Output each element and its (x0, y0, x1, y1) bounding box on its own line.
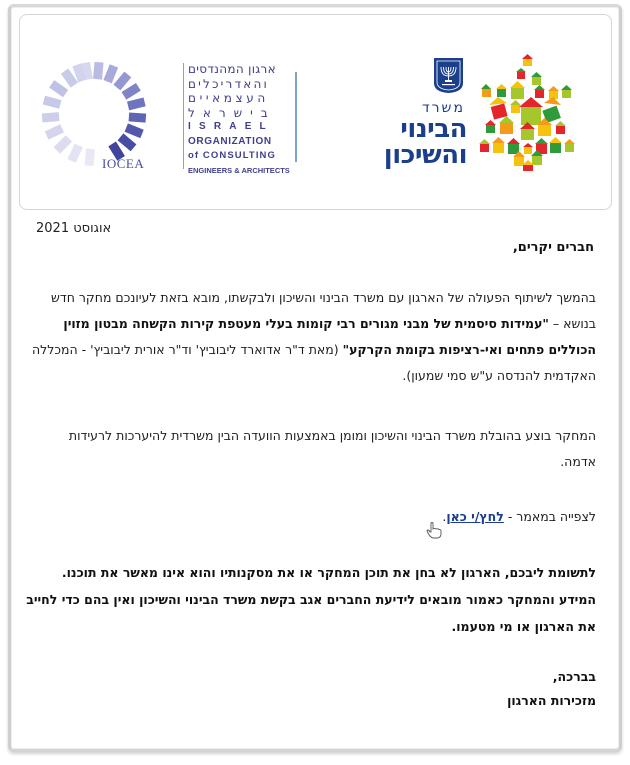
iocea-en-line-4: ENGINEERS & ARCHITECTS (188, 165, 290, 175)
view-article-link[interactable]: לחץ/י כאן (446, 509, 504, 524)
ministry-name (362, 101, 467, 168)
houses-star-logo-icon (478, 53, 576, 171)
ministry-title-line-2: והשיכון (383, 140, 467, 170)
iocea-he-line-4: בישראל (188, 105, 276, 120)
view-article-line (442, 509, 596, 524)
iocea-en-line-1: ISRAEL (188, 121, 274, 132)
signoff (507, 665, 596, 713)
iocea-he-line-2: והאדריכלים (188, 76, 269, 91)
greeting: חברים יקרים, (512, 240, 594, 255)
iocea-en-line-2: ORGANIZATION (188, 135, 272, 147)
iocea-ring-icon (40, 60, 148, 168)
link-period: . (442, 509, 447, 524)
paragraph-funding: המחקר בוצע בהובלת משרד הבינוי והשיכון ומומן באמצעות הוועדה הבין משרדית להיערכות לרעידות אדמה. (68, 428, 596, 469)
logo-divider (295, 72, 297, 162)
letter-date: אוגוסט 2021 (36, 221, 112, 236)
intro-text: בהמשך לשיתוף הפעולה של הארגון עם משרד הבינוי והשיכון ולבקשתו, מובא בזאת לעיונכם מחקר חדש בנושא – (51, 290, 596, 331)
iocea-logo (40, 60, 290, 175)
paragraph-intro (30, 285, 596, 389)
iocea-en-line-3: of CONSULTING (188, 150, 277, 161)
closing: בברכה, (552, 669, 596, 684)
iocea-org-name (188, 62, 290, 178)
ministry-title-line-1: הבינוי (400, 114, 467, 144)
state-emblem-icon (433, 57, 464, 94)
research-title: "עמידות סיסמית של מבני מגורים רבי קומות בעלי מעטפת קירות הקשחה מבטון מזוין הכוללים פתחים ואי-רציפות בקומת הקרקע" (63, 316, 596, 357)
iocea-divider (183, 63, 184, 169)
research-authors: (מאת ד"ר אדוארד ליבוביץ' וד"ר אורית ליבוביץ' - המכללה האקדמית להנדסה ע"ש סמי שמעון). (32, 342, 596, 383)
iocea-he-line-1: ארגון המהנדסים (188, 62, 276, 76)
iocea-he-line-3: העצמאיים (188, 91, 269, 105)
ministry-small-title: משרד (422, 100, 465, 116)
hand-pointer-icon (425, 521, 443, 539)
disclaimer: לתשומת ליבכם, הארגון לא בחן את תוכן המחקר או את מסקנותיו והוא אינו מאשר את תוכנו. המידע והמחקר כאמור מובאים לידיעת החברים אגב בקשת משרד הבינוי והשיכון ואין בהם כדי לחייב את הארגון או מי מטעמו. (26, 565, 596, 634)
signature: מזכירות הארגון (507, 693, 596, 708)
view-article-label: לצפייה במאמר - (507, 509, 596, 524)
iocea-acronym: IOCEA (102, 156, 145, 171)
